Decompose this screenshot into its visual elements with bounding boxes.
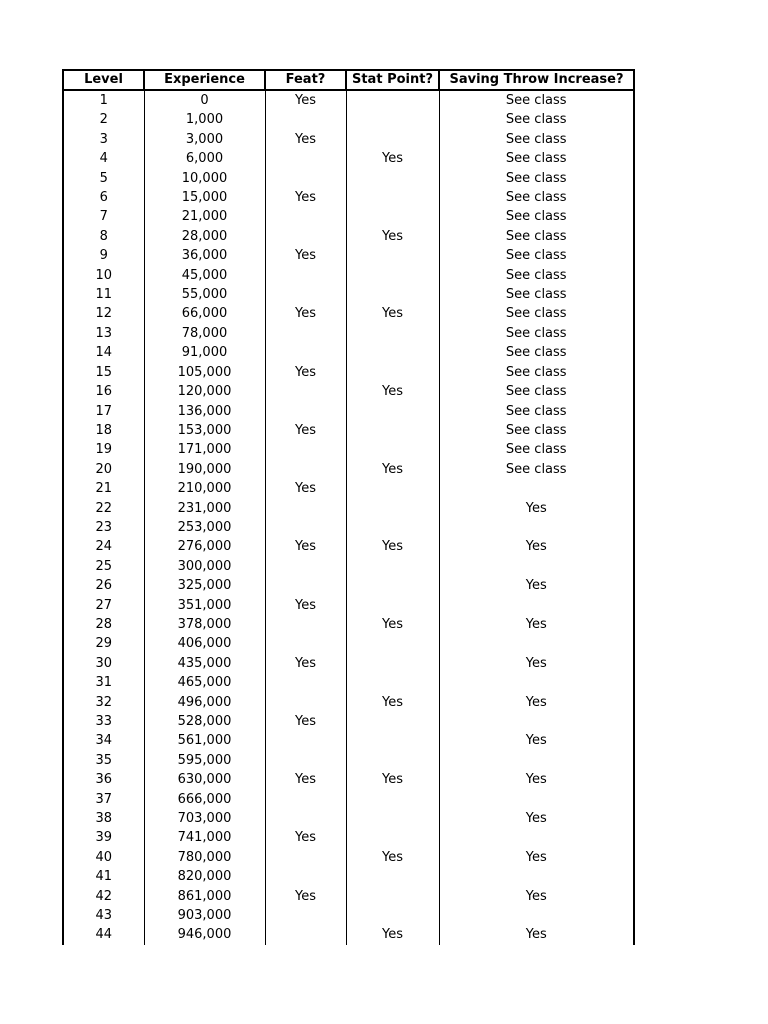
stat-point-cell [346, 673, 439, 692]
table-row [63, 246, 634, 265]
feat-cell [265, 110, 346, 129]
table-row [63, 460, 634, 479]
table-row [63, 324, 634, 343]
experience-cell: 120,000 [144, 382, 265, 401]
table-row [63, 343, 634, 362]
table-row [63, 654, 634, 673]
experience-cell: 946,000 [144, 925, 265, 944]
table-row [63, 188, 634, 207]
table-row [63, 809, 634, 828]
table-row [63, 537, 634, 556]
feat-cell [265, 848, 346, 867]
saving-throw-cell [439, 596, 634, 615]
saving-throw-cell: See class [439, 363, 634, 382]
table-row [63, 207, 634, 226]
level-cell: 2 [63, 110, 144, 129]
saving-throw-cell: See class [439, 343, 634, 362]
table-row [63, 712, 634, 731]
level-cell: 14 [63, 343, 144, 362]
feat-cell [265, 440, 346, 459]
table-header [63, 70, 634, 90]
experience-cell: 496,000 [144, 693, 265, 712]
table-row [63, 693, 634, 712]
stat-point-cell: Yes [346, 925, 439, 944]
level-cell: 36 [63, 770, 144, 789]
experience-cell: 210,000 [144, 479, 265, 498]
level-cell: 21 [63, 479, 144, 498]
experience-cell: 190,000 [144, 460, 265, 479]
saving-throw-cell [439, 673, 634, 692]
table-row [63, 518, 634, 537]
level-cell: 42 [63, 887, 144, 906]
level-cell: 17 [63, 402, 144, 421]
feat-cell: Yes [265, 90, 346, 110]
stat-point-cell [346, 421, 439, 440]
table-row [63, 673, 634, 692]
table-row [63, 266, 634, 285]
level-cell: 28 [63, 615, 144, 634]
feat-cell: Yes [265, 596, 346, 615]
header-stat-point: Stat Point? [346, 70, 439, 90]
stat-point-cell: Yes [346, 693, 439, 712]
stat-point-cell: Yes [346, 537, 439, 556]
saving-throw-cell: See class [439, 304, 634, 323]
feat-cell [265, 634, 346, 653]
level-progression-table [62, 69, 635, 945]
feat-cell: Yes [265, 188, 346, 207]
saving-throw-cell [439, 479, 634, 498]
table-row [63, 304, 634, 323]
saving-throw-cell: Yes [439, 537, 634, 556]
feat-cell [265, 809, 346, 828]
saving-throw-cell: Yes [439, 848, 634, 867]
stat-point-cell [346, 809, 439, 828]
stat-point-cell [346, 557, 439, 576]
level-cell: 15 [63, 363, 144, 382]
level-cell: 33 [63, 712, 144, 731]
experience-cell: 45,000 [144, 266, 265, 285]
stat-point-cell [346, 169, 439, 188]
saving-throw-cell: See class [439, 188, 634, 207]
saving-throw-cell: See class [439, 90, 634, 110]
saving-throw-cell: See class [439, 149, 634, 168]
level-cell: 43 [63, 906, 144, 925]
header-row [63, 70, 634, 90]
experience-cell: 276,000 [144, 537, 265, 556]
experience-cell: 528,000 [144, 712, 265, 731]
feat-cell: Yes [265, 537, 346, 556]
table-row [63, 615, 634, 634]
feat-cell: Yes [265, 421, 346, 440]
saving-throw-cell: See class [439, 169, 634, 188]
feat-cell [265, 693, 346, 712]
experience-cell: 136,000 [144, 402, 265, 421]
feat-cell [265, 557, 346, 576]
experience-cell: 903,000 [144, 906, 265, 925]
stat-point-cell [346, 499, 439, 518]
saving-throw-cell [439, 867, 634, 886]
experience-cell: 595,000 [144, 751, 265, 770]
table-row [63, 770, 634, 789]
experience-cell: 378,000 [144, 615, 265, 634]
level-cell: 25 [63, 557, 144, 576]
stat-point-cell [346, 906, 439, 925]
saving-throw-cell: See class [439, 382, 634, 401]
level-cell: 22 [63, 499, 144, 518]
experience-cell: 10,000 [144, 169, 265, 188]
feat-cell: Yes [265, 246, 346, 265]
table-row [63, 576, 634, 595]
experience-cell: 406,000 [144, 634, 265, 653]
experience-cell: 666,000 [144, 790, 265, 809]
table-row [63, 440, 634, 459]
experience-cell: 465,000 [144, 673, 265, 692]
experience-cell: 253,000 [144, 518, 265, 537]
saving-throw-cell: Yes [439, 654, 634, 673]
table-row [63, 363, 634, 382]
table-row [63, 169, 634, 188]
table-row [63, 557, 634, 576]
stat-point-cell [346, 207, 439, 226]
experience-cell: 325,000 [144, 576, 265, 595]
stat-point-cell: Yes [346, 304, 439, 323]
experience-cell: 820,000 [144, 867, 265, 886]
stat-point-cell [346, 887, 439, 906]
header-feat: Feat? [265, 70, 346, 90]
saving-throw-cell: See class [439, 324, 634, 343]
saving-throw-cell: Yes [439, 809, 634, 828]
level-cell: 20 [63, 460, 144, 479]
table-row [63, 887, 634, 906]
table-body [63, 90, 634, 945]
level-cell: 11 [63, 285, 144, 304]
feat-cell [265, 925, 346, 944]
saving-throw-cell [439, 828, 634, 847]
feat-cell [265, 751, 346, 770]
experience-cell: 21,000 [144, 207, 265, 226]
level-cell: 34 [63, 731, 144, 750]
saving-throw-cell: Yes [439, 925, 634, 944]
stat-point-cell [346, 596, 439, 615]
stat-point-cell [346, 576, 439, 595]
saving-throw-cell: See class [439, 246, 634, 265]
experience-cell: 861,000 [144, 887, 265, 906]
feat-cell [265, 149, 346, 168]
level-cell: 18 [63, 421, 144, 440]
saving-throw-cell: See class [439, 266, 634, 285]
feat-cell: Yes [265, 130, 346, 149]
stat-point-cell: Yes [346, 149, 439, 168]
table-row [63, 731, 634, 750]
feat-cell [265, 343, 346, 362]
experience-cell: 91,000 [144, 343, 265, 362]
table-row [63, 90, 634, 110]
stat-point-cell [346, 751, 439, 770]
experience-cell: 351,000 [144, 596, 265, 615]
table-row [63, 479, 634, 498]
level-cell: 41 [63, 867, 144, 886]
table-row [63, 382, 634, 401]
feat-cell [265, 169, 346, 188]
feat-cell [265, 576, 346, 595]
level-cell: 24 [63, 537, 144, 556]
stat-point-cell: Yes [346, 770, 439, 789]
experience-cell: 561,000 [144, 731, 265, 750]
level-cell: 44 [63, 925, 144, 944]
feat-cell: Yes [265, 712, 346, 731]
stat-point-cell [346, 324, 439, 343]
feat-cell [265, 518, 346, 537]
stat-point-cell: Yes [346, 615, 439, 634]
experience-cell: 15,000 [144, 188, 265, 207]
stat-point-cell [346, 828, 439, 847]
stat-point-cell [346, 634, 439, 653]
level-cell: 32 [63, 693, 144, 712]
saving-throw-cell [439, 751, 634, 770]
experience-cell: 231,000 [144, 499, 265, 518]
level-cell: 27 [63, 596, 144, 615]
experience-cell: 741,000 [144, 828, 265, 847]
experience-cell: 66,000 [144, 304, 265, 323]
table-row [63, 867, 634, 886]
stat-point-cell [346, 440, 439, 459]
experience-cell: 55,000 [144, 285, 265, 304]
stat-point-cell [346, 518, 439, 537]
header-experience: Experience [144, 70, 265, 90]
table-row [63, 285, 634, 304]
level-cell: 31 [63, 673, 144, 692]
saving-throw-cell: See class [439, 207, 634, 226]
stat-point-cell [346, 654, 439, 673]
saving-throw-cell: See class [439, 130, 634, 149]
stat-point-cell [346, 246, 439, 265]
experience-cell: 28,000 [144, 227, 265, 246]
experience-cell: 630,000 [144, 770, 265, 789]
feat-cell: Yes [265, 770, 346, 789]
table-row [63, 634, 634, 653]
level-cell: 8 [63, 227, 144, 246]
table-row [63, 499, 634, 518]
saving-throw-cell: See class [439, 460, 634, 479]
table-row [63, 130, 634, 149]
saving-throw-cell: Yes [439, 731, 634, 750]
experience-cell: 780,000 [144, 848, 265, 867]
feat-cell [265, 402, 346, 421]
stat-point-cell [346, 402, 439, 421]
stat-point-cell [346, 90, 439, 110]
stat-point-cell [346, 479, 439, 498]
saving-throw-cell: Yes [439, 576, 634, 595]
stat-point-cell [346, 130, 439, 149]
feat-cell [265, 673, 346, 692]
feat-cell: Yes [265, 304, 346, 323]
level-cell: 38 [63, 809, 144, 828]
feat-cell: Yes [265, 479, 346, 498]
stat-point-cell [346, 867, 439, 886]
feat-cell [265, 285, 346, 304]
feat-cell [265, 266, 346, 285]
feat-cell [265, 382, 346, 401]
stat-point-cell [346, 110, 439, 129]
saving-throw-cell: Yes [439, 499, 634, 518]
table-row [63, 790, 634, 809]
level-cell: 12 [63, 304, 144, 323]
stat-point-cell: Yes [346, 848, 439, 867]
saving-throw-cell: See class [439, 227, 634, 246]
experience-cell: 1,000 [144, 110, 265, 129]
feat-cell: Yes [265, 828, 346, 847]
level-cell: 19 [63, 440, 144, 459]
table-row [63, 828, 634, 847]
feat-cell [265, 324, 346, 343]
level-cell: 39 [63, 828, 144, 847]
experience-cell: 300,000 [144, 557, 265, 576]
feat-cell: Yes [265, 887, 346, 906]
feat-cell [265, 499, 346, 518]
experience-cell: 171,000 [144, 440, 265, 459]
stat-point-cell [346, 343, 439, 362]
table-row [63, 906, 634, 925]
stat-point-cell [346, 285, 439, 304]
feat-cell: Yes [265, 363, 346, 382]
saving-throw-cell: See class [439, 285, 634, 304]
feat-cell [265, 227, 346, 246]
feat-cell [265, 906, 346, 925]
table-row [63, 149, 634, 168]
saving-throw-cell: Yes [439, 693, 634, 712]
experience-cell: 78,000 [144, 324, 265, 343]
feat-cell [265, 207, 346, 226]
stat-point-cell [346, 790, 439, 809]
stat-point-cell [346, 266, 439, 285]
experience-cell: 36,000 [144, 246, 265, 265]
feat-cell [265, 867, 346, 886]
level-cell: 26 [63, 576, 144, 595]
feat-cell [265, 615, 346, 634]
header-level: Level [63, 70, 144, 90]
experience-cell: 6,000 [144, 149, 265, 168]
table-row [63, 402, 634, 421]
level-cell: 9 [63, 246, 144, 265]
level-cell: 23 [63, 518, 144, 537]
level-cell: 16 [63, 382, 144, 401]
saving-throw-cell [439, 557, 634, 576]
experience-cell: 703,000 [144, 809, 265, 828]
table-row [63, 227, 634, 246]
level-cell: 35 [63, 751, 144, 770]
saving-throw-cell: See class [439, 440, 634, 459]
table-row [63, 848, 634, 867]
level-cell: 5 [63, 169, 144, 188]
saving-throw-cell [439, 518, 634, 537]
level-cell: 13 [63, 324, 144, 343]
level-cell: 6 [63, 188, 144, 207]
saving-throw-cell: See class [439, 421, 634, 440]
saving-throw-cell: Yes [439, 887, 634, 906]
saving-throw-cell [439, 634, 634, 653]
level-cell: 3 [63, 130, 144, 149]
level-cell: 4 [63, 149, 144, 168]
table-row [63, 925, 634, 944]
stat-point-cell: Yes [346, 382, 439, 401]
feat-cell [265, 460, 346, 479]
level-cell: 10 [63, 266, 144, 285]
level-cell: 7 [63, 207, 144, 226]
experience-cell: 0 [144, 90, 265, 110]
experience-cell: 153,000 [144, 421, 265, 440]
level-cell: 29 [63, 634, 144, 653]
stat-point-cell: Yes [346, 460, 439, 479]
stat-point-cell [346, 188, 439, 207]
saving-throw-cell [439, 712, 634, 731]
saving-throw-cell: Yes [439, 615, 634, 634]
level-cell: 30 [63, 654, 144, 673]
saving-throw-cell: Yes [439, 770, 634, 789]
table-row [63, 751, 634, 770]
stat-point-cell [346, 363, 439, 382]
stat-point-cell [346, 731, 439, 750]
level-cell: 37 [63, 790, 144, 809]
table-row [63, 596, 634, 615]
saving-throw-cell: See class [439, 110, 634, 129]
feat-cell: Yes [265, 654, 346, 673]
header-saving-throw: Saving Throw Increase? [439, 70, 634, 90]
level-cell: 40 [63, 848, 144, 867]
table-row [63, 421, 634, 440]
experience-cell: 105,000 [144, 363, 265, 382]
stat-point-cell [346, 712, 439, 731]
table-row [63, 110, 634, 129]
saving-throw-cell: See class [439, 402, 634, 421]
experience-cell: 435,000 [144, 654, 265, 673]
feat-cell [265, 731, 346, 750]
experience-cell: 3,000 [144, 130, 265, 149]
stat-point-cell: Yes [346, 227, 439, 246]
saving-throw-cell [439, 790, 634, 809]
saving-throw-cell [439, 906, 634, 925]
feat-cell [265, 790, 346, 809]
level-cell: 1 [63, 90, 144, 110]
